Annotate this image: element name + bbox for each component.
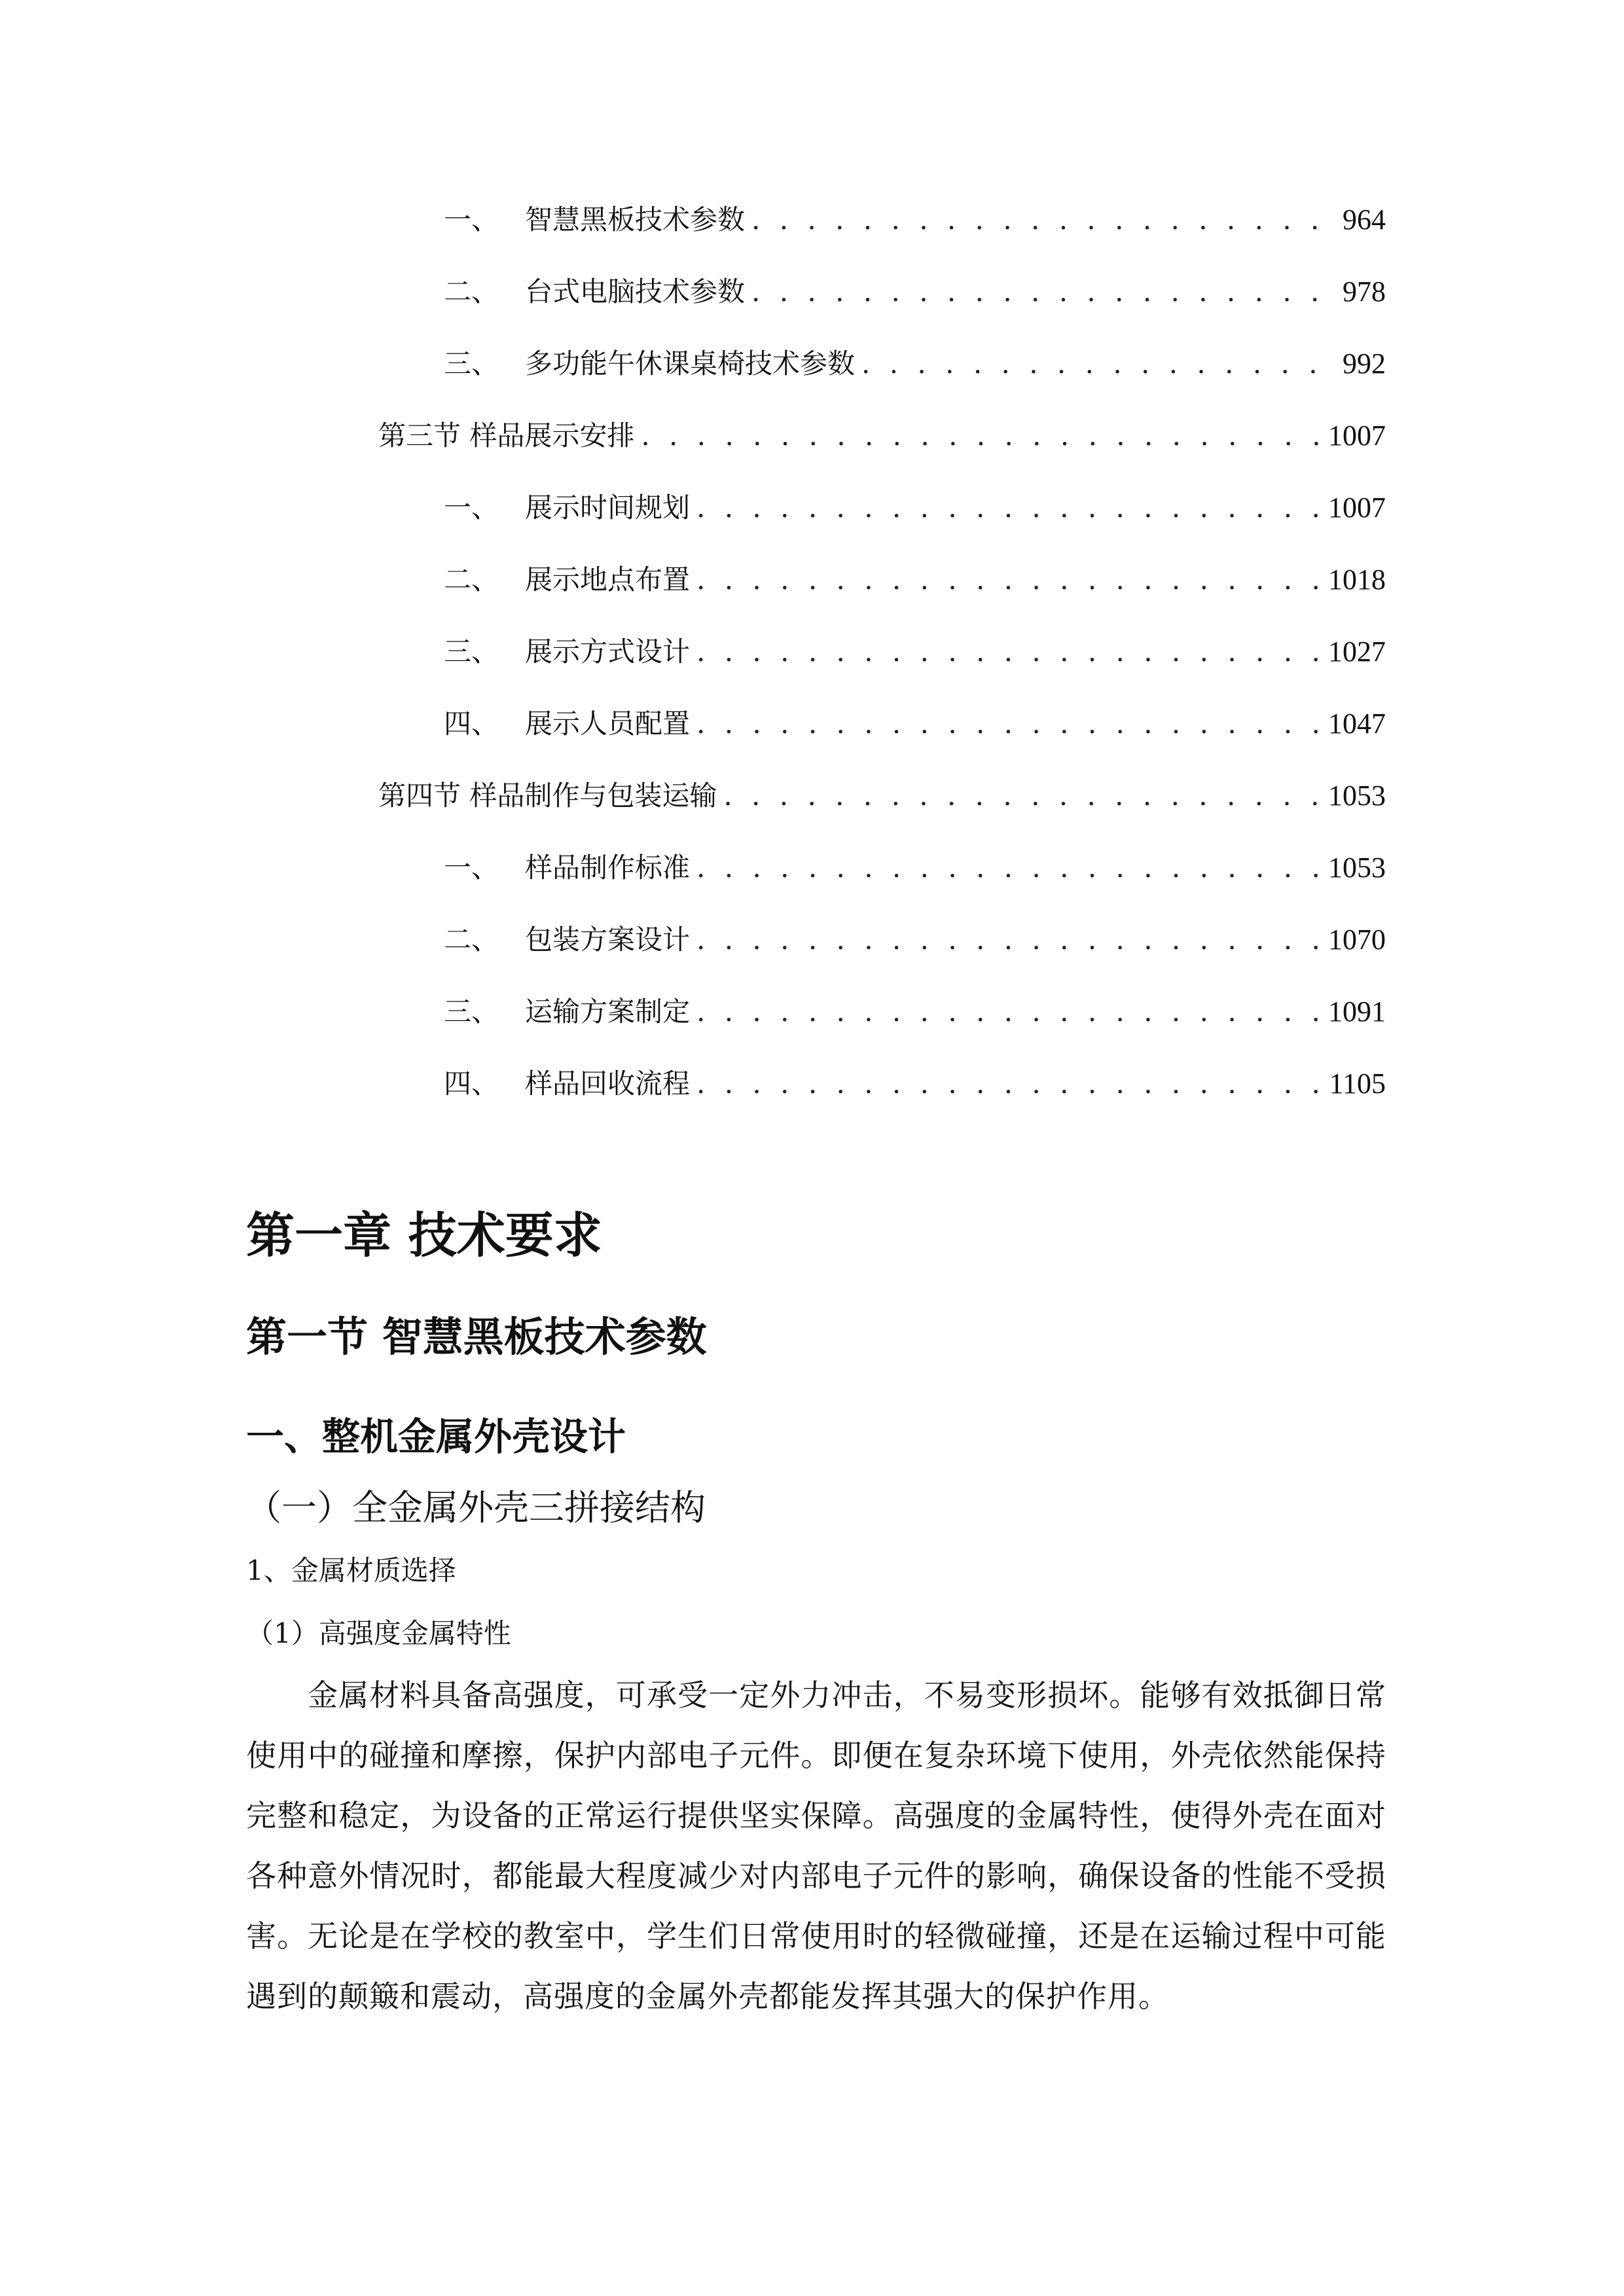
toc-entry[interactable]: [444, 344, 1386, 384]
toc-entry-number: 一、: [444, 852, 499, 884]
toc-entry-section[interactable]: [378, 776, 1386, 816]
toc-entry-page: 1007: [1328, 492, 1386, 524]
toc-entry-page: 1105: [1329, 1067, 1386, 1100]
toc-dot-leader: [696, 920, 1324, 960]
toc-entry-number: 二、: [444, 276, 499, 308]
toc-dot-leader: [751, 200, 1339, 240]
toc-entry[interactable]: [444, 632, 1386, 672]
toc-entry[interactable]: [444, 560, 1386, 600]
toc-entry[interactable]: [444, 272, 1386, 312]
toc-entry[interactable]: [444, 992, 1386, 1031]
toc-dot-leader: [641, 416, 1324, 456]
toc-entry-number: 四、: [444, 708, 499, 740]
toc-entry-title: 包装方案设计: [525, 924, 691, 956]
toc-entry-page: 1091: [1328, 996, 1386, 1028]
toc-entry-page: 1007: [1328, 420, 1386, 452]
toc-entry-title: 台式电脑技术参数: [525, 276, 746, 308]
toc-entry-title: 第四节 样品制作与包装运输: [378, 780, 717, 812]
toc-dot-leader: [696, 704, 1324, 744]
toc-dot-leader: [751, 272, 1339, 312]
toc-entry-title: 第三节 样品展示安排: [378, 420, 635, 452]
subitem-heading: （1）高强度金属特性: [246, 1617, 511, 1649]
subsection-heading: 一、整机金属外壳设计: [246, 1414, 626, 1459]
toc-dot-leader: [696, 992, 1324, 1031]
toc-entry-page: 992: [1343, 348, 1386, 380]
toc-entry-title: 展示人员配置: [525, 708, 691, 740]
toc-entry-number: 三、: [444, 636, 499, 668]
toc-entry-title: 运输方案制定: [525, 996, 691, 1028]
toc-entry[interactable]: [444, 848, 1386, 888]
toc-entry-number: 四、: [444, 1067, 499, 1100]
toc-entry-number: 二、: [444, 564, 499, 596]
item-heading: 1、金属材质选择: [246, 1554, 456, 1587]
toc-entry-number: 一、: [444, 492, 499, 524]
toc-entry[interactable]: [444, 920, 1386, 960]
toc-entry[interactable]: [444, 488, 1386, 528]
toc-dot-leader: [696, 488, 1324, 528]
toc-entry[interactable]: [444, 704, 1386, 744]
toc-entry-number: 一、: [444, 204, 499, 236]
toc-entry-page: 1047: [1328, 708, 1386, 740]
toc-entry-title: 展示方式设计: [525, 636, 691, 668]
chapter-heading: 第一章 技术要求: [246, 1208, 602, 1264]
toc-dot-leader: [696, 848, 1324, 888]
toc-entry-page: 978: [1343, 276, 1386, 308]
toc-dot-leader: [861, 344, 1339, 384]
toc-entry-page: 1027: [1328, 636, 1386, 668]
toc-entry-title: 展示时间规划: [525, 492, 691, 524]
toc-entry-title: 样品制作标准: [525, 852, 691, 884]
toc-entry-page: 1018: [1328, 564, 1386, 596]
toc-entry-page: 1053: [1328, 780, 1386, 812]
toc-entry-page: 964: [1343, 204, 1386, 236]
toc-entry-number: 三、: [444, 348, 499, 380]
toc-entry-title: 样品回收流程: [525, 1067, 691, 1100]
subsubsection-heading: （一）全金属外壳三拼接结构: [246, 1487, 706, 1528]
toc-entry[interactable]: [444, 1064, 1386, 1103]
toc-entry-number: 三、: [444, 996, 499, 1028]
toc-dot-leader: [696, 560, 1324, 600]
section-heading: 第一节 智慧黑板技术参数: [246, 1313, 707, 1361]
body-paragraph: 金属材料具备高强度，可承受一定外力冲击，不易变形损坏。能够有效抵御日常使用中的碰撞和摩擦，保护内部电子元件。即便在复杂环境下使用，外壳依然能保持完整和稳定，为设备的正常运行提供坚实保障。高强度的金属特性，使得外壳在面对各种意外情况时，都能最大程度减少对内部电子元件的影响，确保设备的性能不受损害。无论是在学校的教室中，学生们日常使用时的轻微碰撞，还是在运输过程中可能遇到的颠簸和震动，高强度的金属外壳都能发挥其强大的保护作用。: [246, 1677, 1386, 2014]
toc-entry-title: 展示地点布置: [525, 564, 691, 596]
toc-dot-leader: [723, 776, 1324, 816]
toc-entry-title: 智慧黑板技术参数: [525, 204, 746, 236]
toc-entry-number: 二、: [444, 924, 499, 956]
toc-entry-page: 1053: [1328, 852, 1386, 884]
toc-entry-title: 多功能午休课桌椅技术参数: [525, 348, 856, 380]
toc-entry[interactable]: [444, 200, 1386, 240]
toc-entry-page: 1070: [1328, 924, 1386, 956]
toc-dot-leader: [696, 1064, 1326, 1103]
toc-entry-section[interactable]: [378, 416, 1386, 456]
toc-dot-leader: [696, 632, 1324, 672]
